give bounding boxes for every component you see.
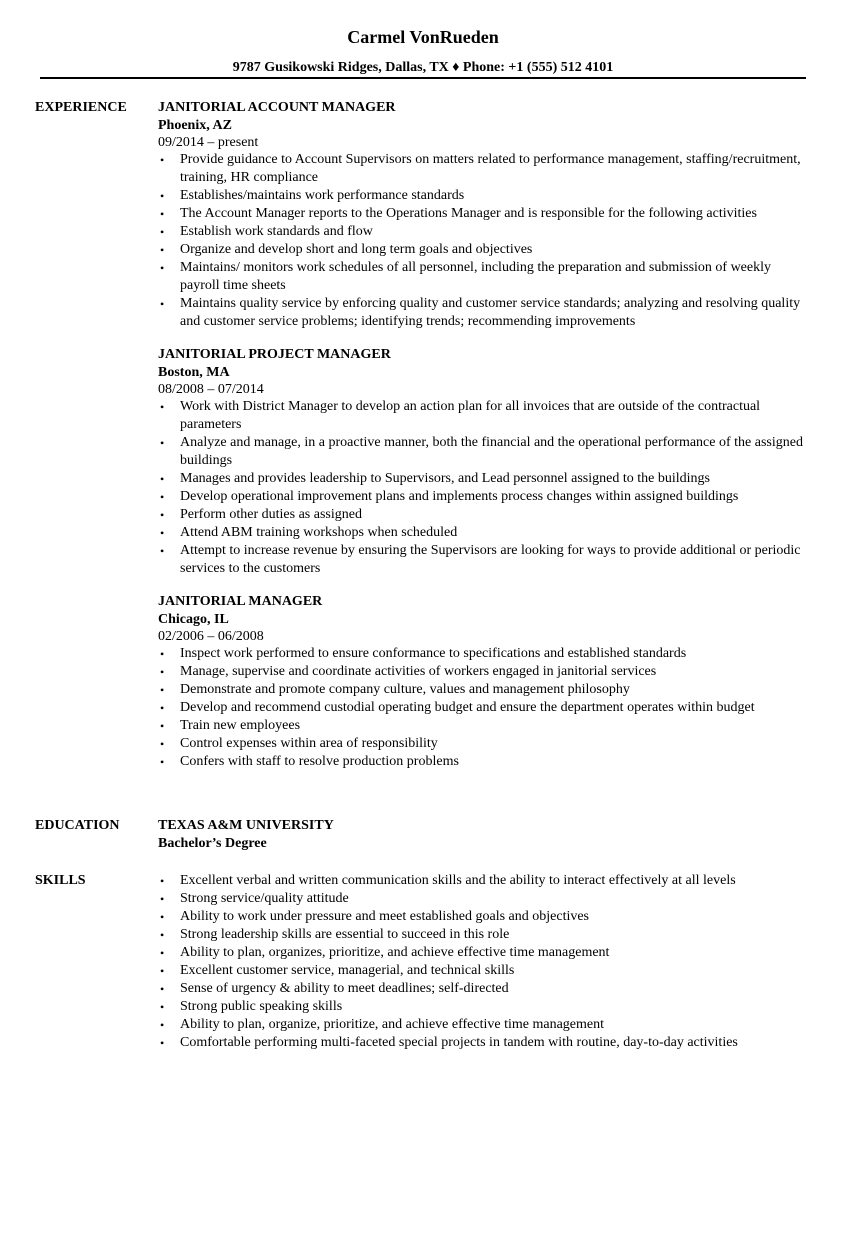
job-dates: 08/2008 – 07/2014 xyxy=(158,382,264,397)
list-item xyxy=(158,187,808,205)
bullet-icon: • xyxy=(160,701,165,715)
list-item xyxy=(158,542,808,578)
list-item xyxy=(158,872,808,890)
list-item-text: Strong public speaking skills xyxy=(180,999,343,1014)
bullet-icon: • xyxy=(160,910,165,924)
list-item-text: Inspect work performed to ensure conformance to specifications and established standards xyxy=(180,646,687,661)
job-duties-list xyxy=(158,151,808,331)
job-dates: 02/2006 – 06/2008 xyxy=(158,629,264,644)
bullet-icon: • xyxy=(160,892,165,906)
list-item-text: Control expenses within area of responsibility xyxy=(180,736,438,751)
experience-heading: EXPERIENCE xyxy=(35,100,127,115)
list-item-text: Excellent customer service, managerial, and technical skills xyxy=(180,963,515,978)
list-item xyxy=(158,506,808,524)
list-item-text: Ability to plan, organize, prioritize, and achieve effective time management xyxy=(180,1017,604,1032)
bullet-icon: • xyxy=(160,1036,165,1050)
list-item-text: Comfortable performing multi-faceted special projects in tandem with routine, day-to-day activities xyxy=(180,1035,738,1050)
list-item xyxy=(158,962,808,980)
list-item xyxy=(158,645,808,663)
list-item xyxy=(158,398,808,434)
bullet-icon: • xyxy=(160,261,165,275)
list-item xyxy=(158,470,808,488)
job-location: Chicago, IL xyxy=(158,612,229,627)
bullet-icon: • xyxy=(160,207,165,221)
list-item-text: Provide guidance to Account Supervisors on matters related to performance management, staffing/recruitment, training, HR compliance xyxy=(180,152,801,185)
school-name: TEXAS A&M UNIVERSITY xyxy=(158,818,334,833)
bullet-icon: • xyxy=(160,400,165,414)
list-item-text: Maintains/ monitors work schedules of all personnel, including the preparation and submission of weekly payroll time sheets xyxy=(180,260,771,293)
list-item xyxy=(158,524,808,542)
job-entry xyxy=(158,99,808,331)
bullet-icon: • xyxy=(160,225,165,239)
list-item xyxy=(158,944,808,962)
bullet-icon: • xyxy=(160,737,165,751)
bullet-icon: • xyxy=(160,665,165,679)
list-item-text: Develop operational improvement plans and implements process changes within assigned buildings xyxy=(180,489,739,504)
skills-list xyxy=(158,872,808,1052)
list-item xyxy=(158,681,808,699)
list-item xyxy=(158,488,808,506)
bullet-icon: • xyxy=(160,874,165,888)
list-item-text: Work with District Manager to develop an action plan for all invoices that are outside of the contractual parameters xyxy=(180,399,761,432)
bullet-icon: • xyxy=(160,1000,165,1014)
list-item xyxy=(158,1016,808,1034)
bullet-icon: • xyxy=(160,508,165,522)
degree: Bachelor’s Degree xyxy=(158,836,267,851)
list-item-text: Perform other duties as assigned xyxy=(180,507,362,522)
education-heading: EDUCATION xyxy=(35,818,120,833)
bullet-icon: • xyxy=(160,964,165,978)
bullet-icon: • xyxy=(160,472,165,486)
bullet-icon: • xyxy=(160,436,165,450)
list-item-text: Manages and provides leadership to Supervisors, and Lead personnel assigned to the buildings xyxy=(180,471,710,486)
list-item xyxy=(158,998,808,1016)
list-item xyxy=(158,980,808,998)
education-body xyxy=(158,817,808,853)
list-item-text: Maintains quality service by enforcing quality and customer service standards; analyzing and resolving quality and customer service problems; identifying trends; recommending improvements xyxy=(180,296,801,329)
list-item xyxy=(158,1034,808,1052)
list-item xyxy=(158,663,808,681)
job-location: Phoenix, AZ xyxy=(158,118,232,133)
experience-list xyxy=(158,99,808,771)
list-item-text: The Account Manager reports to the Operations Manager and is responsible for the following activities xyxy=(180,206,757,221)
list-item-text: Strong leadership skills are essential to succeed in this role xyxy=(180,927,510,942)
list-item xyxy=(158,735,808,753)
bullet-icon: • xyxy=(160,297,165,311)
list-item-text: Develop and recommend custodial operating budget and ensure the department operates within budget xyxy=(180,700,755,715)
list-item xyxy=(158,908,808,926)
list-item xyxy=(158,699,808,717)
skills-body xyxy=(158,872,808,1052)
list-item-text: Excellent verbal and written communication skills and the ability to interact effectively at all levels xyxy=(180,873,736,888)
list-item-text: Establish work standards and flow xyxy=(180,224,373,239)
list-item xyxy=(158,295,808,331)
bullet-icon: • xyxy=(160,526,165,540)
job-title: JANITORIAL MANAGER xyxy=(158,594,323,609)
list-item-text: Manage, supervise and coordinate activities of workers engaged in janitorial services xyxy=(180,664,657,679)
list-item-text: Establishes/maintains work performance standards xyxy=(180,188,465,203)
list-item-text: Demonstrate and promote company culture, values and management philosophy xyxy=(180,682,630,697)
bullet-icon: • xyxy=(160,928,165,942)
job-title: JANITORIAL PROJECT MANAGER xyxy=(158,347,391,362)
list-item xyxy=(158,223,808,241)
list-item-text: Ability to work under pressure and meet established goals and objectives xyxy=(180,909,590,924)
bullet-icon: • xyxy=(160,1018,165,1032)
contact-line: 9787 Gusikowski Ridges, Dallas, TX ♦ Phone: +1 (555) 512 4101 xyxy=(232,60,614,75)
header-divider xyxy=(40,77,806,79)
list-item xyxy=(158,926,808,944)
bullet-icon: • xyxy=(160,946,165,960)
bullet-icon: • xyxy=(160,755,165,769)
list-item xyxy=(158,259,808,295)
job-duties-list xyxy=(158,645,808,771)
job-entry xyxy=(158,346,808,578)
list-item-text: Ability to plan, organizes, prioritize, and achieve effective time management xyxy=(180,945,610,960)
bullet-icon: • xyxy=(160,647,165,661)
list-item-text: Train new employees xyxy=(180,718,301,733)
list-item-text: Organize and develop short and long term goals and objectives xyxy=(180,242,533,257)
list-item-text: Strong service/quality attitude xyxy=(180,891,349,906)
list-item-text: Confers with staff to resolve production problems xyxy=(180,754,459,769)
bullet-icon: • xyxy=(160,189,165,203)
list-item-text: Attempt to increase revenue by ensuring the Supervisors are looking for ways to provide additional or periodic services to the customers xyxy=(180,543,801,576)
job-location: Boston, MA xyxy=(158,365,230,380)
bullet-icon: • xyxy=(160,982,165,996)
skills-heading: SKILLS xyxy=(35,873,86,888)
list-item xyxy=(158,241,808,259)
list-item xyxy=(158,151,808,187)
bullet-icon: • xyxy=(160,719,165,733)
list-item xyxy=(158,434,808,470)
list-item-text: Sense of urgency & ability to meet deadlines; self-directed xyxy=(180,981,509,996)
bullet-icon: • xyxy=(160,490,165,504)
bullet-icon: • xyxy=(160,544,165,558)
job-duties-list xyxy=(158,398,808,578)
list-item xyxy=(158,753,808,771)
bullet-icon: • xyxy=(160,683,165,697)
list-item-text: Analyze and manage, in a proactive manner, both the financial and the operational performance of the assigned buildings xyxy=(180,435,803,468)
job-entry xyxy=(158,593,808,771)
bullet-icon: • xyxy=(160,243,165,257)
list-item xyxy=(158,717,808,735)
list-item-text: Attend ABM training workshops when scheduled xyxy=(180,525,458,540)
list-item xyxy=(158,205,808,223)
job-title: JANITORIAL ACCOUNT MANAGER xyxy=(158,100,396,115)
bullet-icon: • xyxy=(160,153,165,167)
job-dates: 09/2014 – present xyxy=(158,135,259,150)
list-item xyxy=(158,890,808,908)
candidate-name: Carmel VonRueden xyxy=(347,27,499,47)
